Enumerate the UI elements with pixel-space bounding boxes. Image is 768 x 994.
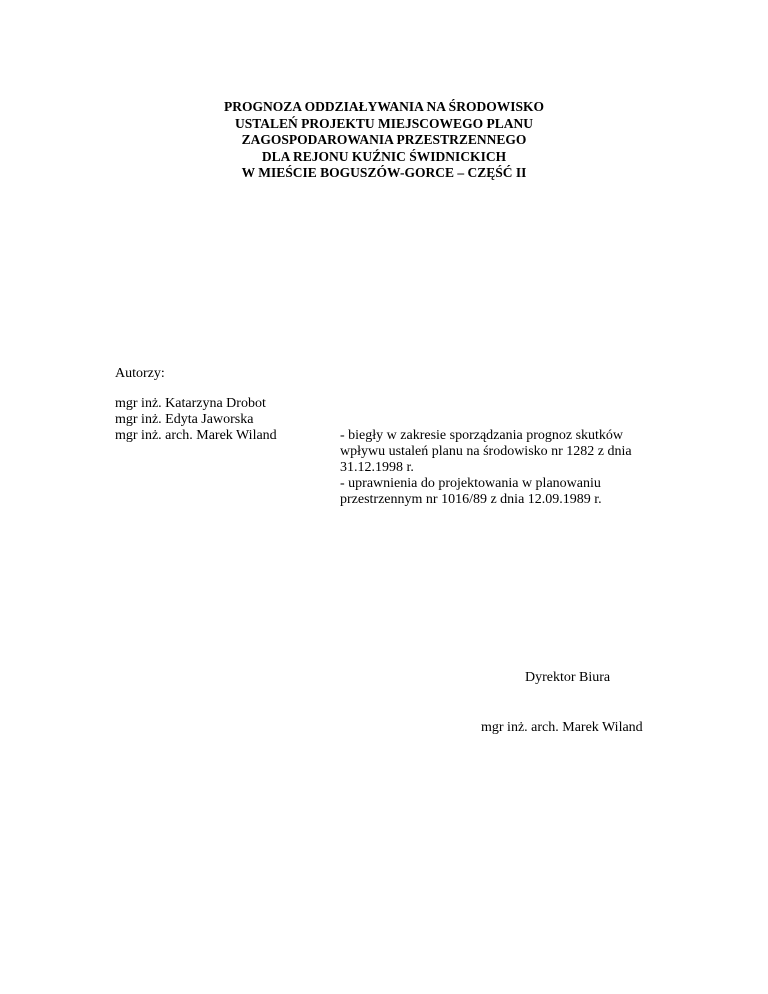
qualification-line: - biegły w zakresie sporządzania prognoz skutków bbox=[340, 428, 624, 443]
authors-list bbox=[115, 396, 277, 444]
author-name: mgr inż. Katarzyna Drobot bbox=[115, 396, 266, 411]
author-name: mgr inż. arch. Marek Wiland bbox=[115, 428, 277, 443]
signature-name: mgr inż. arch. Marek Wiland bbox=[481, 720, 643, 735]
qualification-line: przestrzennym nr 1016/89 z dnia 12.09.1989 r. bbox=[340, 492, 602, 507]
title-line: W MIEŚCIE BOGUSZÓW-GORCE – CZĘŚĆ II bbox=[241, 165, 527, 180]
title-line: USTALEŃ PROJEKTU MIEJSCOWEGO PLANU bbox=[235, 115, 533, 131]
title-line: ZAGOSPODAROWANIA PRZESTRZENNEGO bbox=[241, 132, 527, 147]
authors-heading: Autorzy: bbox=[115, 366, 165, 381]
qualification-line: wpływu ustaleń planu na środowisko nr 1282 z dnia bbox=[340, 444, 632, 459]
qualification-line: - uprawnienia do projektowania w planowaniu bbox=[340, 476, 601, 491]
qualification-line: 31.12.1998 r. bbox=[340, 460, 414, 475]
title-line: DLA REJONU KUŹNIC ŚWIDNICKICH bbox=[261, 148, 507, 164]
document-title bbox=[0, 99, 768, 182]
author-name: mgr inż. Edyta Jaworska bbox=[115, 412, 254, 427]
title-line: PROGNOZA ODDZIAŁYWANIA NA ŚRODOWISKO bbox=[224, 99, 544, 114]
signature-role: Dyrektor Biura bbox=[525, 670, 611, 685]
author-qualifications bbox=[340, 428, 685, 508]
